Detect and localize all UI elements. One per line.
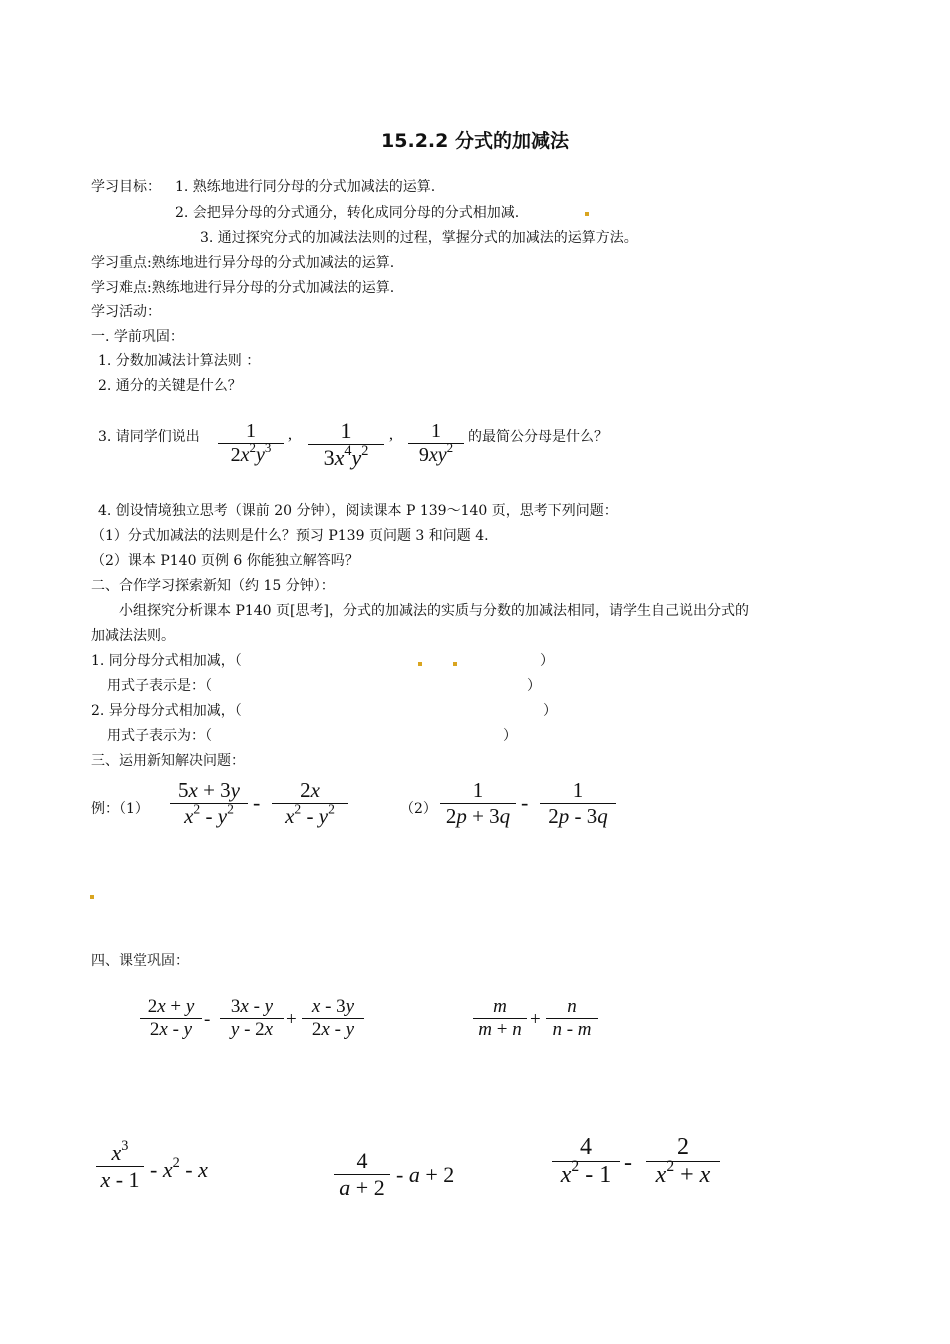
comma: ,: [288, 426, 292, 443]
plus-sign: +: [286, 1009, 297, 1030]
question-3-prefix: 3. 请同学们说出: [98, 429, 200, 445]
rule-2-formula: 用式子表示为：（: [107, 728, 212, 744]
exercise-3-tail: - $x^2$ - x: [150, 1155, 208, 1182]
plus-sign: +: [530, 1009, 541, 1030]
example-1-label: 例：（1）: [91, 801, 149, 817]
goals-label: 学习目标：: [91, 179, 161, 195]
exercise-1-fraction-a: 2x + y 2x - y: [140, 996, 202, 1041]
difficulty: 学习难点:熟练地进行异分母的分式加减法的运算.: [91, 280, 395, 296]
exercise-5-fraction-a: 4 $x^2 - 1$: [552, 1134, 620, 1189]
exercise-3-fraction: $x^3$ x - 1: [96, 1140, 144, 1193]
section2-heading: 二、合作学习探索新知（约 15 分钟）：: [91, 578, 335, 594]
question-4: 4. 创设情境独立思考（课前 20 分钟），阅读课本 P 139～140 页，思考下列问题：: [98, 503, 618, 519]
exercise-1-fraction-c: x - 3y 2x - y: [302, 996, 364, 1041]
minus-sign: -: [253, 790, 261, 815]
example-1-fraction-a: 5x + 3y $x^2 - y^2$: [170, 778, 248, 829]
rule-1: 1. 同分母分式相加减，（: [91, 653, 242, 669]
section1-heading: 一. 学前巩固：: [91, 329, 184, 345]
close-paren: ）: [540, 653, 554, 669]
goal-3: 3. 通过探究分式的加减法法则的过程，掌握分式的加减法的运算方法。: [200, 230, 638, 246]
close-paren: ）: [527, 678, 541, 694]
fraction-q3-c: 1 $9xy^2$: [408, 420, 464, 467]
exercise-5-fraction-b: 2 $x^2 + x$: [646, 1134, 720, 1189]
section2-paragraph-2: 加减法法则。: [91, 628, 175, 644]
goal-1: 1. 熟练地进行同分母的分式加减法的运算.: [175, 179, 436, 195]
exercise-2-fraction-a: m m + n: [473, 996, 527, 1041]
activities-label: 学习活动：: [91, 304, 161, 320]
comma: ,: [389, 426, 393, 443]
rule-1-formula: 用式子表示是：（: [107, 678, 212, 694]
minus-sign: -: [204, 1009, 211, 1030]
section4-heading: 四、课堂巩固：: [91, 953, 189, 969]
exercise-1-fraction-b: 3x - y y - 2x: [220, 996, 284, 1041]
question-2: 2. 通分的关键是什么？: [98, 378, 242, 394]
close-paren: ）: [543, 703, 557, 719]
rule-2: 2. 异分母分式相加减，（: [91, 703, 242, 719]
decorative-dot: [418, 662, 422, 666]
key-point: 学习重点:熟练地进行异分母的分式加减法的运算.: [91, 255, 395, 271]
fraction-q3-b: 1 $3x^4y^2$: [308, 418, 384, 471]
page-title: 15.2.2 分式的加减法: [381, 130, 569, 152]
exercise-4-fraction: 4 a + 2: [334, 1148, 390, 1201]
exercise-2-fraction-b: n n - m: [546, 996, 598, 1041]
decorative-dot: [585, 212, 589, 216]
section2-paragraph-1: 小组探究分析课本 P140 页[思考]，分式的加减法的实质与分数的加减法相同，请学生自己说出分式的: [119, 603, 749, 619]
goal-2: 2. 会把异分母的分式通分，转化成同分母的分式相加减.: [175, 205, 520, 221]
question-4-2: （2）课本 P140 页例 6 你能独立解答吗？: [91, 553, 359, 569]
exercise-4-tail: - a + 2: [396, 1162, 455, 1187]
minus-sign: -: [624, 1150, 632, 1176]
question-4-1: （1）分式加减法的法则是什么？预习 P139 页问题 3 和问题 4.: [91, 528, 489, 544]
example-2-label: （2）: [400, 801, 437, 817]
example-1-fraction-b: 2x $x^2 - y^2$: [272, 778, 348, 829]
minus-sign: -: [521, 790, 529, 815]
question-3-suffix: 的最简公分母是什么？: [468, 429, 608, 445]
question-1: 1. 分数加减法计算法则 ：: [98, 353, 261, 369]
close-paren: ）: [503, 728, 517, 744]
decorative-dot: [90, 895, 94, 899]
decorative-dot: [453, 662, 457, 666]
fraction-q3-a: 1 $2x^2y^3$: [218, 420, 284, 467]
section3-heading: 三、运用新知解决问题：: [91, 753, 245, 769]
example-2-fraction-b: 1 2p - 3q: [540, 778, 616, 829]
example-2-fraction-a: 1 2p + 3q: [440, 778, 516, 829]
